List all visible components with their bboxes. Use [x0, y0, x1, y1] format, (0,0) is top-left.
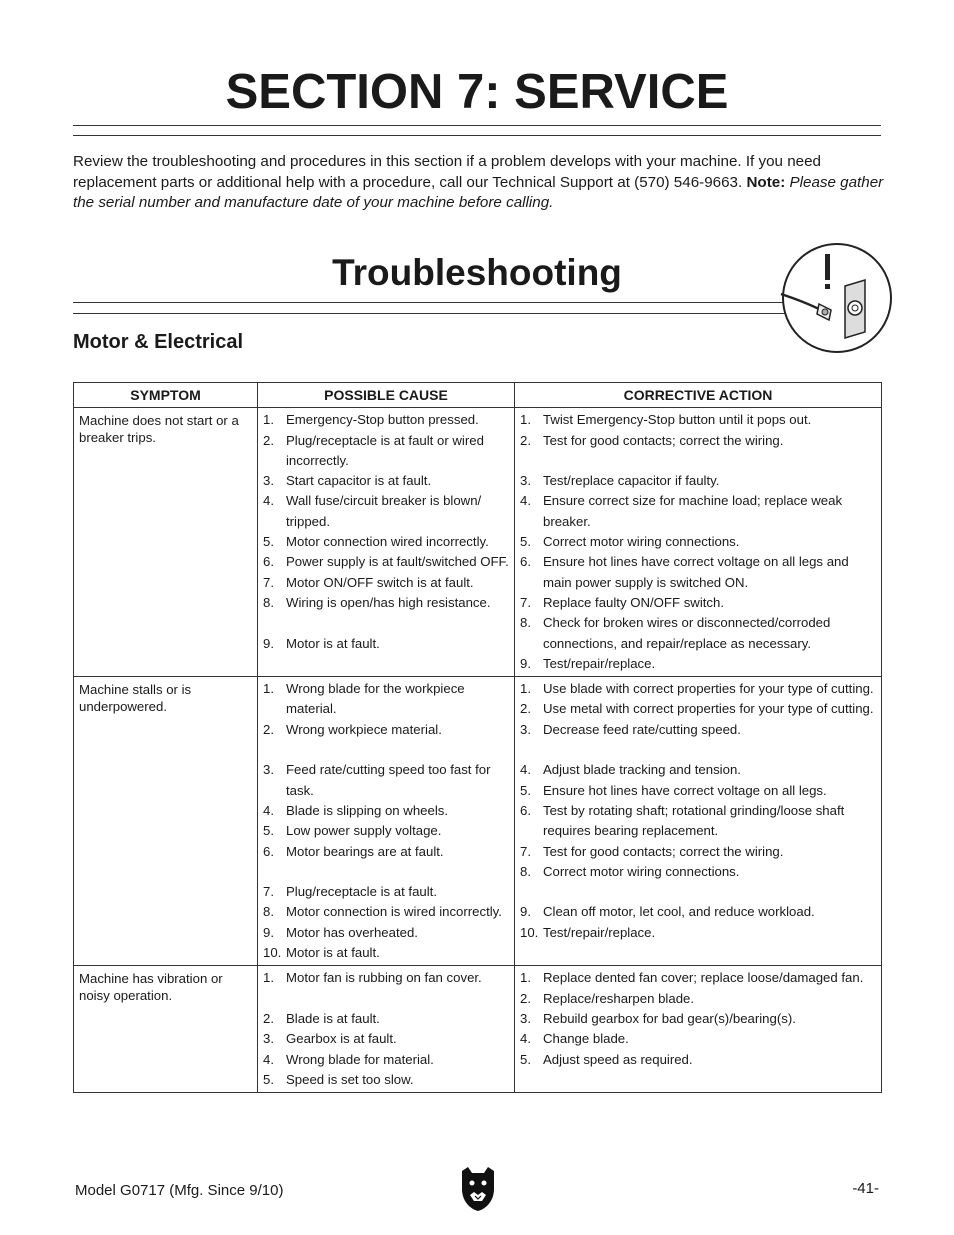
- table-header-row: [74, 383, 882, 408]
- troubleshooting-divider-thin: [73, 313, 789, 314]
- list-item: 2. Wrong workpiece material.: [263, 721, 442, 737]
- action-cell: [515, 408, 882, 677]
- list-item: 3. Rebuild gearbox for bad gear(s)/bearing(s).: [520, 1010, 796, 1026]
- list-item: 3. Gearbox is at fault.: [263, 1031, 397, 1047]
- header-possible-cause: POSSIBLE CAUSE: [258, 383, 515, 408]
- list-item: 4. Wrong blade for material.: [263, 1051, 434, 1067]
- list-item: 3. Decrease feed rate/cutting speed.: [520, 721, 741, 737]
- note-text: Please gather the serial number and manufacture date of your machine before calling.: [73, 173, 884, 211]
- subsection-title: Motor & Electrical: [73, 331, 244, 353]
- section-title: SECTION 7: SERVICE: [225, 65, 729, 119]
- header-symptom: SYMPTOM: [74, 383, 258, 408]
- list-item: 7. Plug/receptacle is at fault.: [263, 884, 438, 900]
- list-item: 10. Test/repair/replace.: [520, 924, 656, 940]
- list-item: 9. Test/repair/replace.: [520, 655, 656, 671]
- list-item: 3. Feed rate/cutting speed too fast for task.: [263, 762, 491, 798]
- intro-paragraph: [73, 152, 885, 214]
- list-item: 1. Motor fan is rubbing on fan cover.: [263, 970, 482, 986]
- list-item: 7. Replace faulty ON/OFF switch.: [520, 594, 725, 610]
- list-item: 9. Motor has overheated.: [263, 924, 418, 940]
- list-item: 6. Power supply is at fault/switched OFF.: [263, 554, 509, 570]
- list-item: 4. Wall fuse/circuit breaker is blown/ tripped.: [263, 493, 482, 529]
- list-item: 4. Blade is slipping on wheels.: [263, 802, 449, 818]
- list-item: 5. Low power supply voltage.: [263, 823, 442, 839]
- cause-cell: [258, 677, 515, 966]
- list-item: 4. Ensure correct size for machine load; replace weak breaker.: [520, 493, 843, 529]
- list-item: 5. Speed is set too slow.: [263, 1071, 414, 1087]
- list-item: 7. Motor ON/OFF switch is at fault.: [263, 574, 474, 590]
- list-item: 5. Correct motor wiring connections.: [520, 534, 740, 550]
- list-item: 1. Use blade with correct properties for your type of cutting.: [520, 681, 874, 697]
- action-cell: [515, 677, 882, 966]
- table-row: [74, 966, 882, 1093]
- list-item: 2. Test for good contacts; correct the wiring.: [520, 432, 784, 448]
- footer-model: Model G0717 (Mfg. Since 9/10): [75, 1182, 284, 1199]
- list-item: 8. Correct motor wiring connections.: [520, 863, 740, 879]
- list-item: 6. Ensure hot lines have correct voltage on all legs and main power supply is switched ON.: [520, 554, 849, 590]
- list-item: 1. Replace dented fan cover; replace loose/damaged fan.: [520, 970, 864, 986]
- list-item: 2. Blade is at fault.: [263, 1010, 380, 1026]
- list-item: 7. Test for good contacts; correct the wiring.: [520, 843, 784, 859]
- action-cell: [515, 966, 882, 1093]
- troubleshooting-table: [73, 382, 882, 1093]
- list-item: 4. Change blade.: [520, 1031, 629, 1047]
- page-number: -41-: [852, 1180, 879, 1197]
- list-item: 5. Motor connection wired incorrectly.: [263, 534, 489, 550]
- list-item: 1. Wrong blade for the workpiece material.: [263, 681, 465, 717]
- symptom-cell: Machine has vibration or noisy operation.: [74, 966, 258, 1093]
- bear-logo-icon: [458, 1163, 498, 1213]
- symptom-cell: Machine does not start or a breaker trips.: [74, 408, 258, 677]
- list-item: 9. Clean off motor, let cool, and reduce workload.: [520, 904, 815, 920]
- list-item: 8. Check for broken wires or disconnected/corroded connections, and repair/replace as necessary.: [520, 615, 831, 651]
- list-item: 5. Adjust speed as required.: [520, 1051, 693, 1067]
- list-item: 10. Motor is at fault.: [263, 945, 380, 961]
- list-item: 2. Use metal with correct properties for your type of cutting.: [520, 701, 874, 717]
- title-divider-thick: [73, 125, 881, 126]
- table-row: [74, 408, 882, 677]
- list-item: 2. Plug/receptacle is at fault or wired incorrectly.: [263, 432, 484, 468]
- table-row: [74, 677, 882, 966]
- list-item: 9. Motor is at fault.: [263, 635, 380, 651]
- title-divider-thin: [73, 135, 881, 136]
- troubleshooting-divider-thick: [73, 302, 789, 303]
- list-item: 3. Start capacitor is at fault.: [263, 473, 432, 489]
- troubleshooting-title: Troubleshooting: [332, 252, 622, 293]
- list-item: 8. Motor connection is wired incorrectly.: [263, 904, 502, 920]
- list-item: 1. Twist Emergency-Stop button until it pops out.: [520, 412, 812, 428]
- list-item: 4. Adjust blade tracking and tension.: [520, 762, 741, 778]
- note-label: Note:: [746, 173, 786, 191]
- electrical-warning-icon: [779, 240, 895, 356]
- list-item: 6. Test by rotating shaft; rotational grinding/loose shaft requires bearing replacement.: [520, 802, 845, 839]
- cause-cell: [258, 408, 515, 677]
- list-item: 3. Test/replace capacitor if faulty.: [520, 473, 720, 489]
- list-item: 5. Ensure hot lines have correct voltage on all legs.: [520, 782, 827, 798]
- list-item: 1. Emergency-Stop button pressed.: [263, 412, 479, 428]
- cause-cell: [258, 966, 515, 1093]
- list-item: 8. Wiring is open/has high resistance.: [263, 594, 491, 610]
- list-item: 6. Motor bearings are at fault.: [263, 843, 444, 859]
- header-corrective-action: CORRECTIVE ACTION: [515, 383, 882, 408]
- intro-text: Review the troubleshooting and procedures in this section if a problem develops with your machine. If you need replacement parts or additional help with a procedure, call our Technical Support at (570) 546-9663.: [73, 153, 821, 191]
- list-item: 2. Replace/resharpen blade.: [520, 990, 695, 1006]
- symptom-cell: Machine stalls or is underpowered.: [74, 677, 258, 966]
